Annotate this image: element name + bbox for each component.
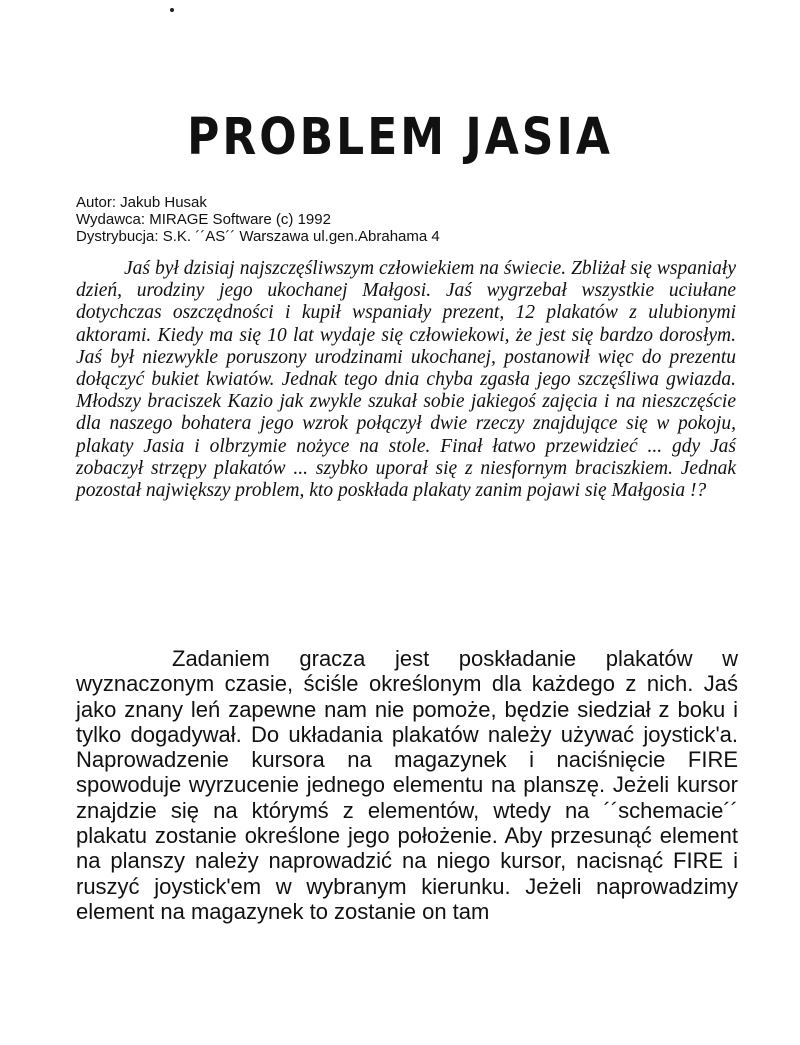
intro-paragraph: Jaś był dzisiaj najszczęśliwszym człowiekiem na świecie. Zbliżał się wspaniały dzień, urodziny jego ukochanej Małgosi. Jaś wygrzebał wszystkie uciułane dotychczas oszczędności i kupił wspaniały prezent, 12 plakatów z ulubionymi aktorami. Kiedy ma się 10 lat wydaje się człowiekowi, że jest się bardzo dorosłym. Jaś był niezwykle poruszony urodzinami ukochanej, postanowił więc do prezentu dołączyć bukiet kwiatów. Jednak tego dnia chyba zgasła jego szczęśliwa gwiazda. Młodszy braciszek Kazio jak zwykle szukał sobie jakiegoś zajęcia i na nieszczęście dla naszego bohatera jego wzrok połączył dwie rzeczy znajdujące się w pokoju, plakaty Jasia i olbrzymie nożyce na stole. Finał łatwo przewidzieć ... gdy Jaś zobaczył strzępy plakatów ... szybko uporał się z niesfornym braciszkiem. Jednak pozostał największy problem, kto poskłada plakaty zanim pojawi się Małgosia !? — [76, 258, 736, 502]
distribution-line: Dystrybucja: S.K. ´´AS´´ Warszawa ul.gen.Abrahama 4 — [76, 228, 440, 245]
page-title: PROBLEM JASIA — [187, 108, 613, 167]
stray-dot — [170, 8, 174, 12]
author-line: Autor: Jakub Husak — [76, 194, 207, 211]
credits-block — [76, 194, 440, 245]
publisher-line: Wydawca: MIRAGE Software (c) 1992 — [76, 211, 331, 228]
body-paragraph: Zadaniem gracza jest poskładanie plakatów w wyznaczonym czasie, ściśle określonym dla każdego z nich. Jaś jako znany leń zapewne nam nie pomoże, będzie siedział z boku i tylko dogadywał. Do układania plakatów należy używać joystick'a. Naprowadzenie kursora na magazynek i naciśnięcie FIRE spowoduje wyrzucenie jednego elementu na planszę. Jeżeli kursor znajdzie się na którymś z elementów, wtedy na ´´schemacie´´ plakatu zostanie określone jego położenie. Aby przesunąć element na planszy należy naprowadzić na niego kursor, nacisnąć FIRE i ruszyć joystick'em w wybranym kierunku. Jeżeli naprowadzimy element na magazynek to zostanie on tam — [76, 646, 738, 924]
